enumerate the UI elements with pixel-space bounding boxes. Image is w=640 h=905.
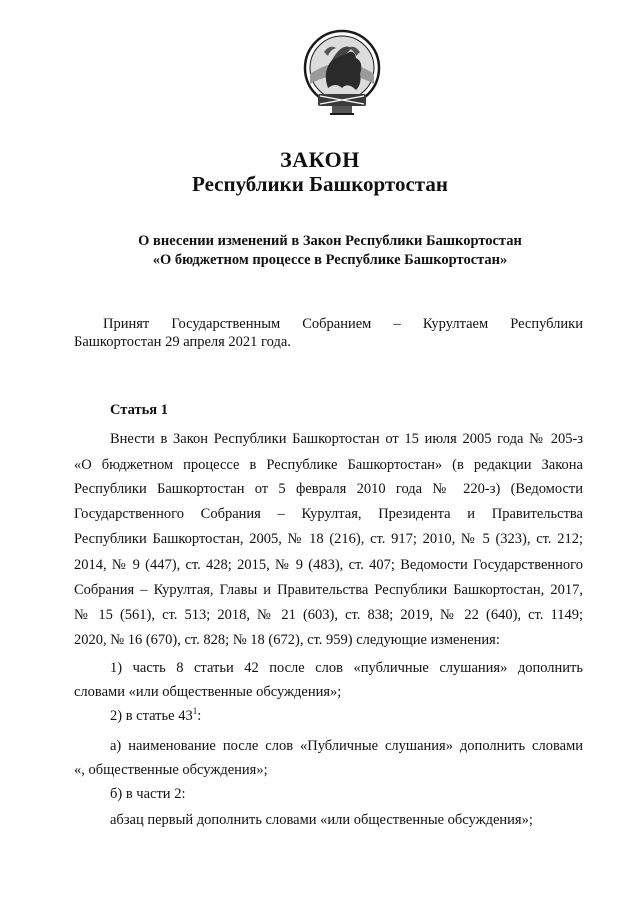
adoption-line1: Принят Государственным Собранием – Курултаем Республики bbox=[103, 316, 583, 332]
article-line-4: Государственного Собрания – Курултая, Президента и Правительства bbox=[74, 506, 583, 522]
article-line-1: Внести в Закон Республики Башкортостан от 15 июля 2005 года № 205-з bbox=[110, 431, 583, 447]
item-2b-paragraph: абзац первый дополнить словами «или общественные обсуждения»; bbox=[110, 812, 533, 828]
item-2b: б) в части 2: bbox=[110, 786, 186, 802]
law-title: ЗАКОН bbox=[280, 147, 360, 172]
adoption-line2: Башкортостан 29 апреля 2021 года. bbox=[74, 334, 291, 350]
article-heading: Статья 1 bbox=[110, 402, 168, 418]
article-line-6: 2014, № 9 (447), ст. 428; 2015, № 9 (483), ст. 407; Ведомости Государственного bbox=[74, 557, 583, 573]
law-subject-line1: О внесении изменений в Закон Республики Башкортостан bbox=[138, 233, 522, 249]
item-1-line1: 1) часть 8 статьи 42 после слов «публичные слушания» дополнить bbox=[110, 660, 583, 676]
law-subject-line2: «О бюджетном процессе в Республике Башкортостан» bbox=[152, 252, 508, 268]
article-line-5: Республики Башкортостан, 2005, № 18 (216), ст. 917; 2010, № 5 (323), ст. 212; bbox=[74, 531, 583, 547]
item-2 bbox=[110, 708, 201, 725]
item-2-suffix: : bbox=[197, 708, 202, 724]
article-line-7: Собрания – Курултая, Главы и Правительства Республики Башкортостан, 2017, bbox=[74, 582, 583, 598]
article-line-9: 2020, № 16 (670), ст. 828; № 18 (672), ст. 959) следующие изменения: bbox=[74, 632, 500, 648]
law-title-republic: Республики Башкортостан bbox=[192, 172, 448, 196]
item-1-line2: словами «или общественные обсуждения»; bbox=[74, 684, 342, 700]
item-2-text: 2) в статье 43 bbox=[110, 708, 193, 724]
item-2-superscript: 1 bbox=[192, 706, 198, 717]
article-line-3: Республики Башкортостан от 5 февраля 2010 года № 220-з) (Ведомости bbox=[74, 481, 583, 497]
item-2a-line1: а) наименование после слов «Публичные слушания» дополнить словами bbox=[110, 738, 583, 754]
article-line-2: «О бюджетном процессе в Республике Башкортостан» (в редакции Закона bbox=[74, 457, 583, 473]
coat-of-arms-icon bbox=[302, 22, 382, 120]
article-line-8: № 15 (561), ст. 513; 2018, № 21 (603), ст. 838; 2019, № 22 (640), ст. 1149; bbox=[74, 607, 583, 623]
item-2a-line2: «, общественные обсуждения»; bbox=[74, 762, 268, 778]
